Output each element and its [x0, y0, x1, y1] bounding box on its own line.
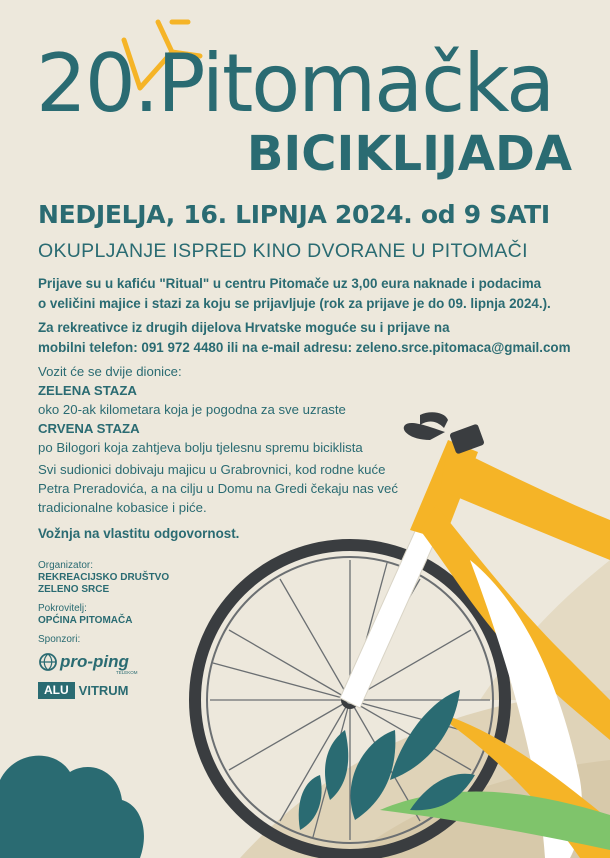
event-date: NEDJELJA, 16. LIPNJA 2024. od 9 SATI	[38, 200, 550, 229]
participants-info	[38, 460, 438, 517]
routes-intro: Vozit će se dvije dionice:	[38, 364, 182, 379]
proping-name: pro-ping	[60, 652, 129, 671]
participants-line: tradicionalne kobasice i piće.	[38, 500, 207, 515]
red-route-desc: po Bilogori koja zahtjeva bolju tjelesnu spremu biciklista	[38, 440, 363, 455]
contact-line: mobilni telefon: 091 972 4480 ili na e-mail adresu: zeleno.srce.pitomaca@gmail.com	[38, 340, 571, 355]
red-route-title: CRVENA STAZA	[38, 421, 140, 436]
aluvitrum-logo	[38, 682, 129, 698]
participants-line: Svi sudionici dobivaju majicu u Grabrovnici, kod rodne kuće	[38, 462, 386, 477]
green-route-title: ZELENA STAZA	[38, 383, 137, 398]
contact-info	[38, 318, 598, 358]
credits-section	[38, 560, 238, 646]
registration-line: o veličini majice i stazi za koju se prijavljuje (rok za prijave je do 09. lipnja 2024.).	[38, 296, 551, 311]
registration-info	[38, 274, 598, 314]
alu-text: ALU	[38, 682, 75, 699]
sponsor-name: OPĆINA PITOMAČA	[38, 615, 133, 626]
contact-line: Za rekreativce iz drugih dijelova Hrvatske moguće su i prijave na	[38, 320, 450, 335]
responsibility-note: Vožnja na vlastitu odgovornost.	[38, 526, 240, 541]
registration-line: Prijave su u kafiću "Ritual" u centru Pitomače uz 3,00 eura naknade i podacima	[38, 276, 542, 291]
page-title: 20.Pitomačka	[36, 37, 554, 130]
proping-globe-icon	[38, 652, 148, 676]
vitrum-text: VITRUM	[78, 682, 129, 698]
routes-section	[38, 362, 418, 457]
organizer-label: Organizator:	[38, 560, 94, 571]
bush-shape	[0, 756, 144, 858]
event-location: OKUPLJANJE ISPRED KINO DVORANE U PITOMAČI	[38, 240, 528, 262]
sponsors-label: Sponzori:	[38, 634, 81, 645]
page-subtitle: BICIKLIJADA	[246, 126, 572, 182]
organizer-name: ZELENO SRCE	[38, 584, 110, 595]
organizer-name: REKREACIJSKO DRUŠTVO	[38, 572, 170, 583]
proping-sub: TELEKOM	[116, 670, 138, 675]
green-route-desc: oko 20-ak kilometara koja je pogodna za sve uzraste	[38, 402, 346, 417]
sponsor-label: Pokrovitelj:	[38, 603, 87, 614]
proping-logo	[38, 652, 148, 676]
participants-line: Petra Preradovića, a na cilju u Domu na Gredi čekaju nas već	[38, 481, 398, 496]
